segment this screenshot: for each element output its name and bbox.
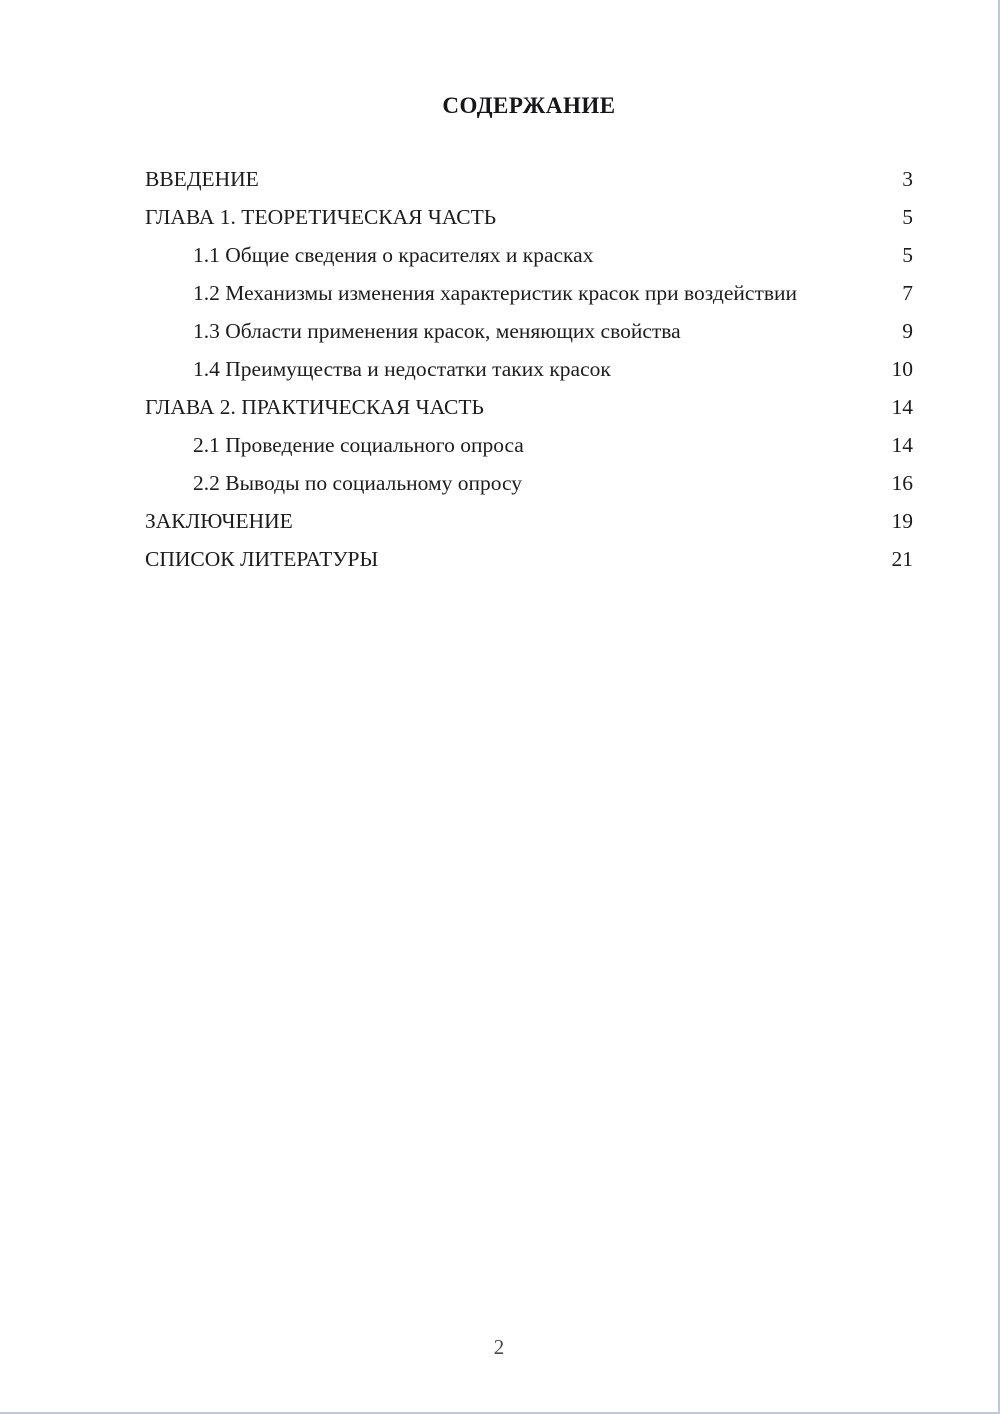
toc-entry-label: 2.2 Выводы по социальному опросу [193,471,523,495]
toc-entry-label: 1.1 Общие сведения о красителях и красках [193,243,594,267]
page-number-footer: 2 [493,1335,505,1359]
toc-entry [145,277,913,309]
toc-entry [145,429,913,461]
toc-entry-label: 1.2 Механизмы изменения характеристик красок при воздействии [193,281,798,305]
toc-entry-page: 5 [902,243,913,267]
toc-entry-page: 16 [891,471,913,495]
toc-entry-page: 7 [902,281,913,305]
toc-entry-page: 3 [902,167,913,191]
toc-entry [145,201,913,233]
toc-entry [145,467,913,499]
page-title: СОДЕРЖАНИЕ [442,93,616,118]
toc-entry [145,163,913,195]
toc-entry-page: 14 [891,433,913,457]
toc-entry-page: 10 [891,357,913,381]
toc-entry [145,391,913,423]
toc-entry-label: ГЛАВА 2. ПРАКТИЧЕСКАЯ ЧАСТЬ [145,395,484,419]
toc-entry [145,505,913,537]
toc-entry [145,315,913,347]
toc-entry-label: СПИСОК ЛИТЕРАТУРЫ [145,547,379,571]
toc-entry [145,239,913,271]
toc-entry-page: 5 [902,205,913,229]
toc-entry-label: ВВЕДЕНИЕ [145,167,259,191]
toc-entry-label: 1.4 Преимущества и недостатки таких красок [193,357,611,381]
table-of-contents [145,163,913,575]
toc-entry-label: ГЛАВА 1. ТЕОРЕТИЧЕСКАЯ ЧАСТЬ [145,205,497,229]
toc-entry-label: 1.3 Области применения красок, меняющих свойства [193,319,681,343]
toc-entry-label: 2.1 Проведение социального опроса [193,433,524,457]
toc-entry-page: 14 [891,395,913,419]
toc-entry-page: 21 [891,547,913,571]
toc-entry [145,353,913,385]
toc-entry-page: 19 [891,509,913,533]
toc-entry-label: ЗАКЛЮЧЕНИЕ [145,509,293,533]
toc-entry-page: 9 [902,319,913,343]
toc-entry [145,543,913,575]
